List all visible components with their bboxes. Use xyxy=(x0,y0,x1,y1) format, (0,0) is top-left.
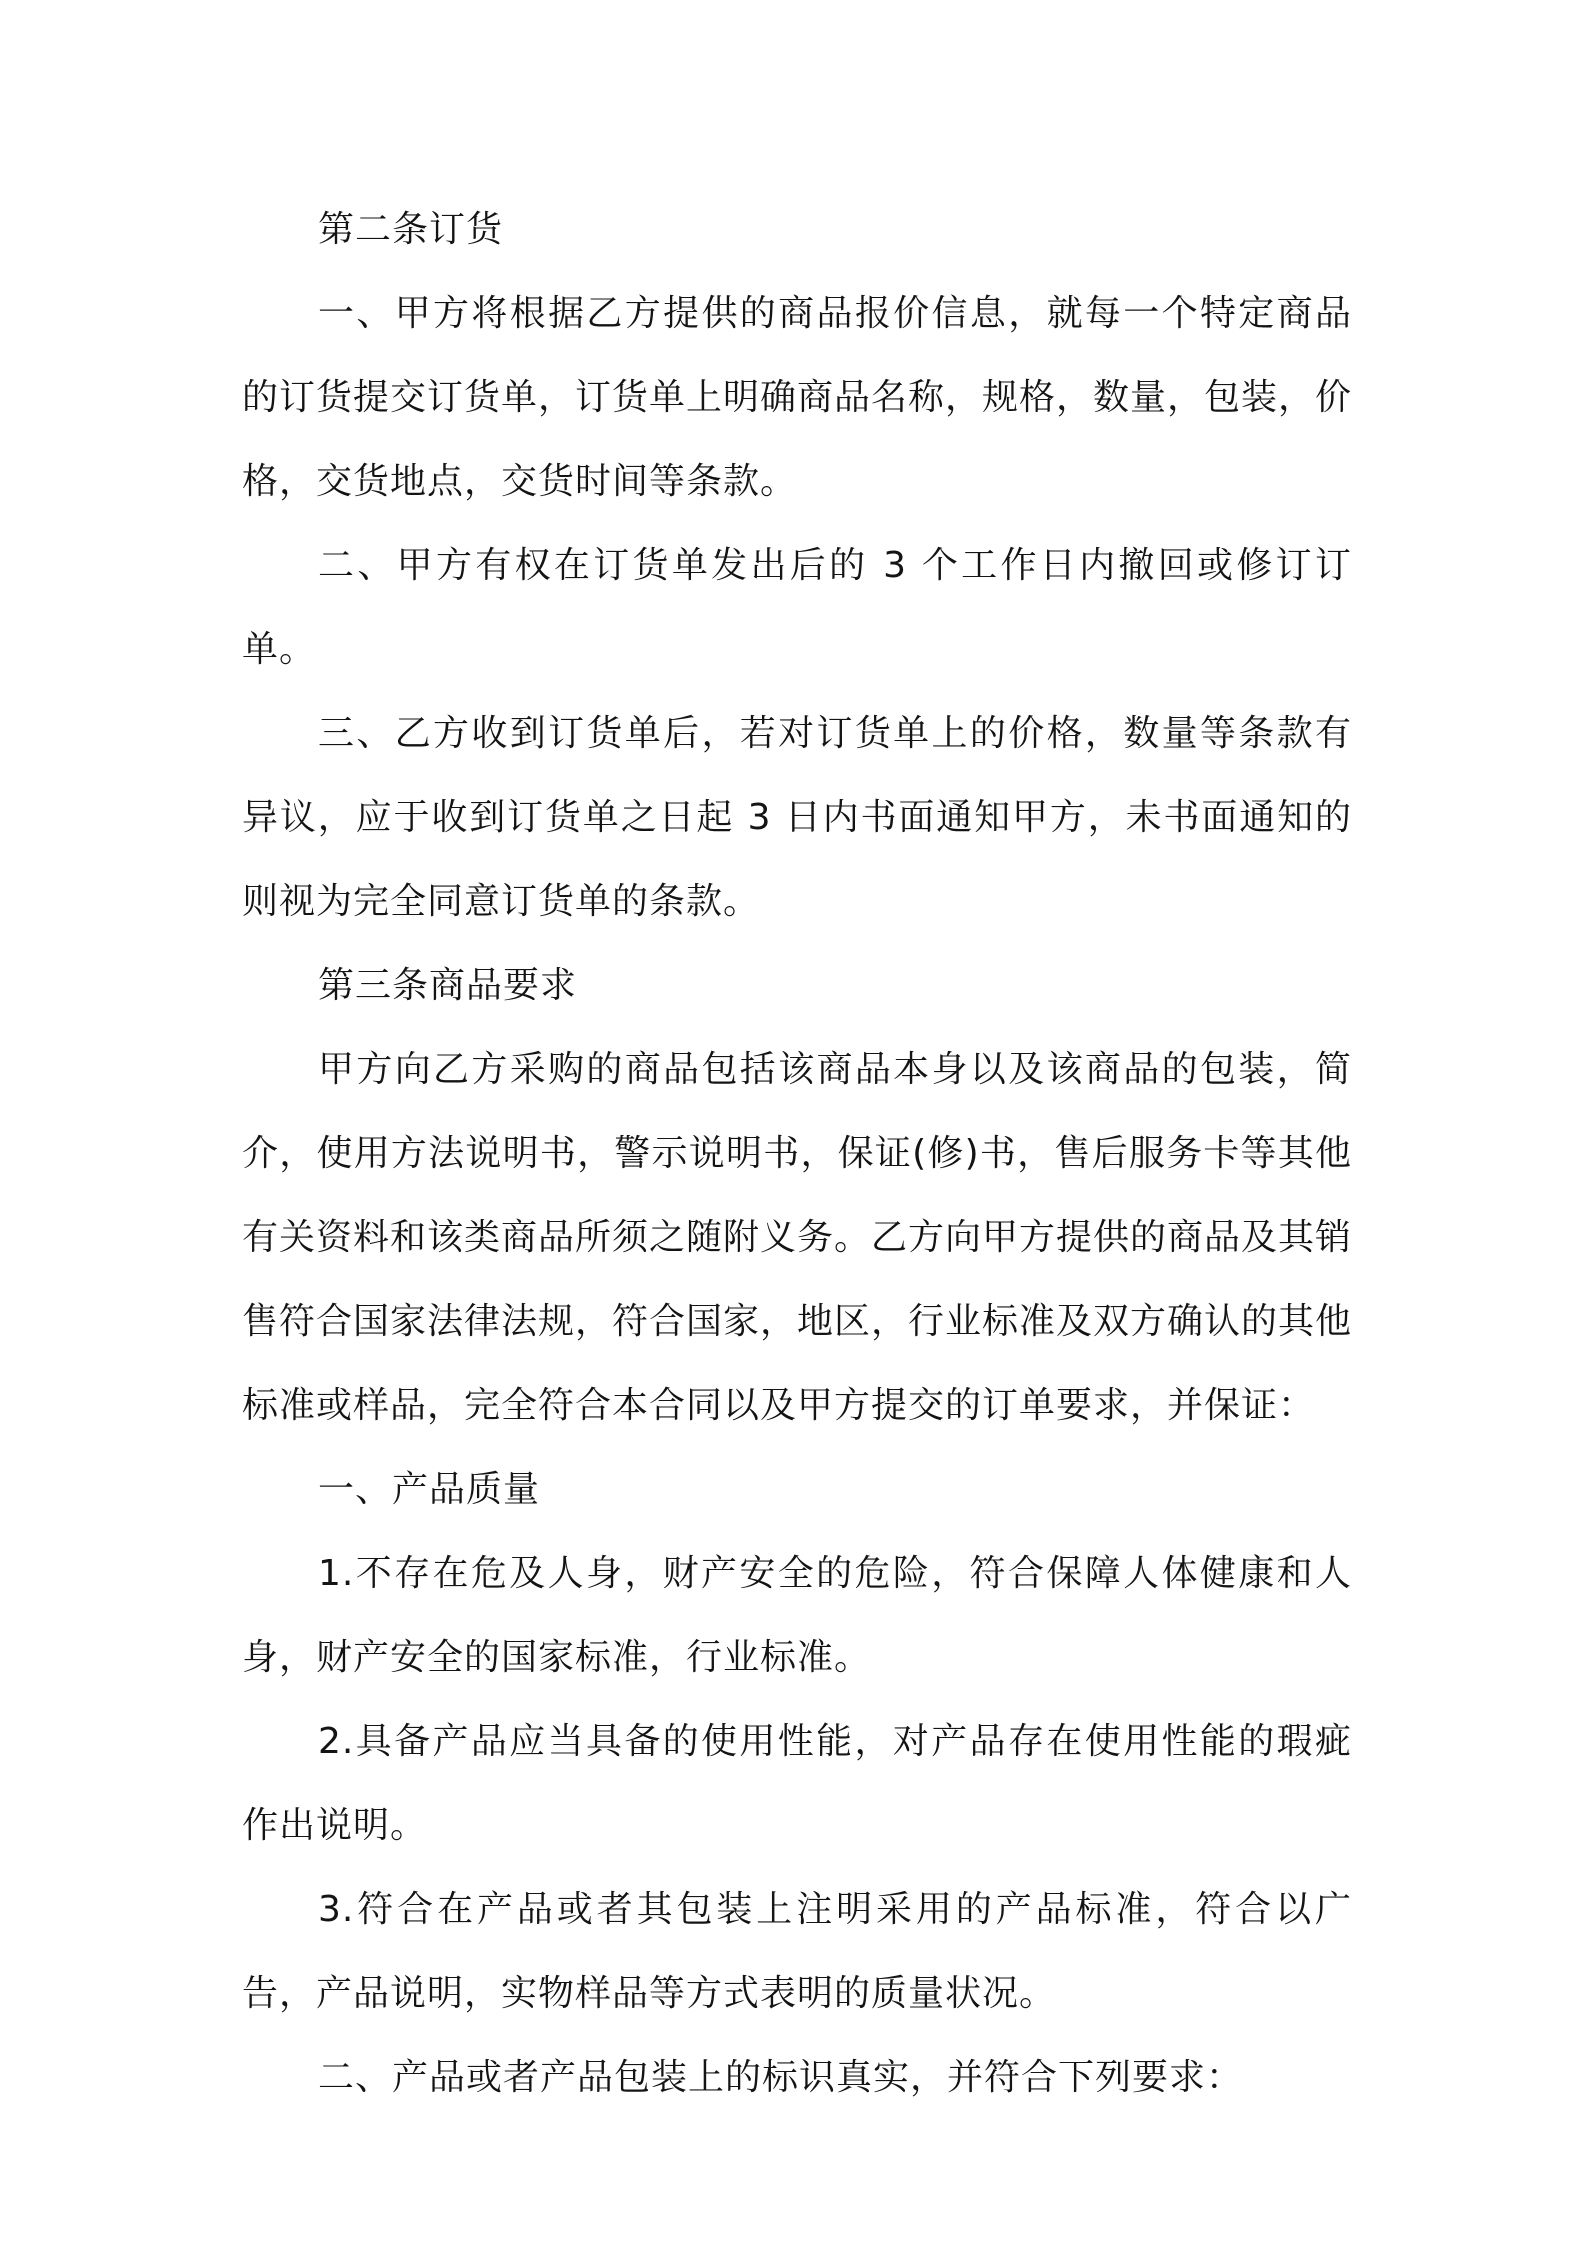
clause-order-submission: 一、甲方将根据乙方提供的商品报价信息，就每一个特定商品的订货提交订货单，订货单上明确商品名称，规格，数量，包装，价格，交货地点，交货时间等条款。 xyxy=(242,293,1353,502)
clause-order-objection: 三、乙方收到订货单后，若对订货单上的价格，数量等条款有异议，应于收到订货单之日起 3 日内书面通知甲方，未书面通知的则视为完全同意订货单的条款。 xyxy=(242,713,1352,922)
clause-labeling-requirements: 二、产品或者产品包装上的标识真实，并符合下列要求： xyxy=(318,2057,1244,2098)
section-heading-product-requirements: 第三条商品要求 xyxy=(318,965,578,1006)
clause-product-scope: 甲方向乙方采购的商品包括该商品本身以及该商品的包装，简介，使用方法说明书，警示说明书，保证(修)书，售后服务卡等其他有关资料和该类商品所须之随附义务。乙方向甲方提供的商品及其销售符合国家法律法规，符合国家，地区，行业标准及双方确认的其他标准或样品，完全符合本合同以及甲方提交的订单要求，并保证： xyxy=(242,1049,1353,1426)
section-heading-ordering: 第二条订货 xyxy=(318,209,504,250)
subheading-product-quality: 一、产品质量 xyxy=(318,1469,541,1510)
clause-order-revocation: 二、甲方有权在订货单发出后的 3 个工作日内撤回或修订订单。 xyxy=(242,545,1352,670)
quality-item-1: 1.不存在危及人身，财产安全的危险，符合保障人体健康和人身，财产安全的国家标准，行业标准。 xyxy=(242,1553,1352,1678)
quality-item-3: 3.符合在产品或者其包装上注明采用的产品标准，符合以广告，产品说明，实物样品等方式表明的质量状况。 xyxy=(242,1889,1352,2014)
document-body xyxy=(242,188,1352,2120)
quality-item-2: 2.具备产品应当具备的使用性能，对产品存在使用性能的瑕疵作出说明。 xyxy=(242,1721,1352,1846)
